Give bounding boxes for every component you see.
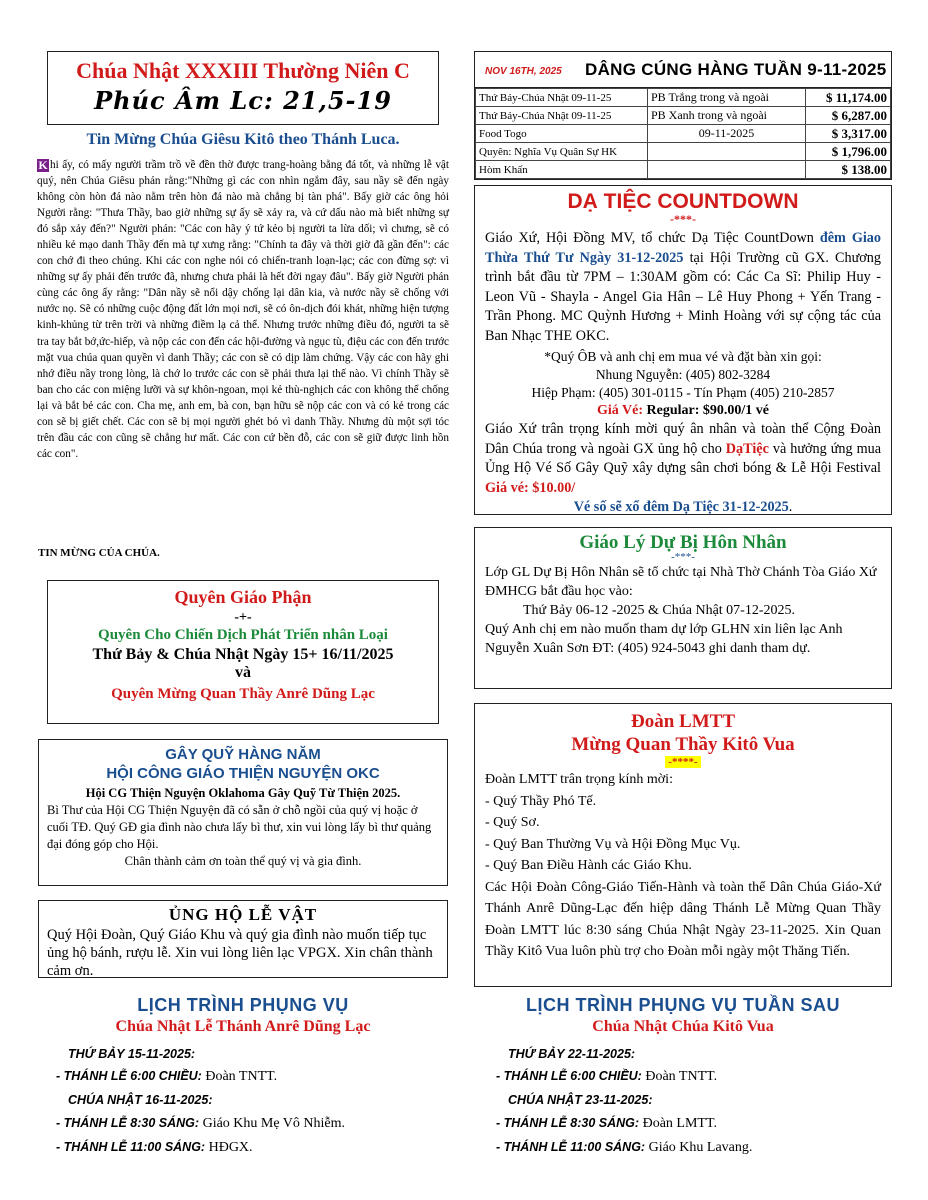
da-tiec-raffle	[485, 420, 881, 498]
mass-value: Giáo Khu Lavang.	[645, 1140, 753, 1155]
lmtt-box	[474, 703, 892, 987]
donation-source: Food Togo	[476, 125, 648, 143]
next-schedule-mass-1	[496, 1069, 717, 1085]
da-tiec-intro-a: Giáo Xứ, Hội Đồng MV, tổ chức Dạ Tiệc CountDown	[485, 230, 820, 246]
gospel-ending: TIN MỪNG CỦA CHÚA.	[38, 547, 160, 559]
quyen-giao-phan-separator: -+-	[234, 610, 252, 625]
lmtt-item: - Quý Ban Thường Vụ và Hội Đồng Mục Vụ.	[485, 836, 741, 852]
ung-ho-title: ỦNG HỘ LỄ VẬT	[168, 905, 318, 924]
quyen-giao-phan-feast: Quyên Mừng Quan Thầy Anrê Dũng Lạc	[111, 686, 375, 702]
next-schedule-mass-2	[496, 1116, 717, 1132]
donation-source: Thứ Bảy-Chúa Nhật 09-11-25	[476, 89, 648, 107]
donation-amount: $ 11,174.00	[806, 89, 891, 107]
donation-header	[475, 52, 891, 88]
dropcap-letter: K	[38, 158, 48, 172]
schedule-day-saturday: THỨ BẢY 15-11-2025:	[68, 1047, 196, 1061]
da-tiec-title: DẠ TIỆC COUNTDOWN	[567, 190, 799, 213]
da-tiec-raffle-draw	[485, 498, 881, 518]
donation-detail: PB Trắng trong và ngoài	[648, 89, 806, 107]
donation-title: DÂNG CÚNG HÀNG TUẦN 9-11-2025	[585, 60, 887, 79]
da-tiec-price	[485, 402, 881, 420]
lmtt-item: - Quý Thầy Phó Tế.	[485, 793, 597, 809]
gospel-text	[37, 157, 449, 462]
da-tiec-contact-1: Nhung Nguyễn: (405) 802-3284	[595, 367, 771, 382]
lmtt-paragraph: Các Hội Đoàn Công-Giáo Tiến-Hành và toàn thể Dân Chúa Giáo-Xứ Thánh Anrê Dũng-Lạc đến hiệp dâng Thánh Lễ Mừng Quan Thầy Đoàn LMTT lúc 8:30 sáng Chúa Nhật Ngày 23-11-2025. Xin Quan Thầy Kitô Vua luôn phù trợ cho Đoàn mỗi ngày một Thăng Tiến.	[485, 879, 881, 959]
donation-row	[476, 107, 891, 125]
donation-amount: $ 1,796.00	[806, 143, 891, 161]
quyen-giao-phan-and: và	[235, 664, 251, 681]
da-tiec-raffle-b: DạTiệc	[725, 440, 769, 457]
da-tiec-price-label: Giá Vé:	[597, 403, 647, 418]
schedule-mass-1	[56, 1069, 277, 1085]
da-tiec-raffle-c: và hưởng ứng mua Ủng Hộ Vé Số Gây Quỹ xây dựng sân chơi bóng & Lễ Hội Festival	[485, 440, 881, 476]
schedule-title: LỊCH TRÌNH PHỤNG VỤ	[137, 995, 349, 1015]
glhn-box	[474, 527, 892, 689]
da-tiec-intro-c: tại Hội Trường cũ GX. Chương trình bắt đầu từ 7PM – 1:30AM gồm có: Các Ca Sĩ: Philip Huy - Leon Vũ - Shayla - Angel Gia Hân – Lê Huy Phong + Yến Trang - Trần Phong. MC Quỳnh Hương + Minh Hoàng với sự cộng tác của Ban Nhạc THE OKC.	[485, 249, 881, 344]
donation-row	[476, 161, 891, 179]
quyen-giao-phan-title: Quyên Giáo Phận	[174, 587, 312, 607]
da-tiec-raffle-a: Giáo Xứ trân trọng kính mời quý ân nhân và toàn thể Cộng Đoàn Dân Chúa trong và ngoài GX ủng hộ cho	[485, 421, 881, 457]
next-schedule-mass-3	[496, 1140, 752, 1156]
glhn-dates: Thứ Bảy 06-12 -2025 & Chúa Nhật 07-12-2025.	[523, 603, 795, 618]
gay-quy-body: Bì Thư của Hội CG Thiện Nguyện đã có sẵn ở chỗ ngồi của quý vị hoặc ở cuối TĐ. Quý GĐ gia đình nào chưa lấy bì thư, xin vui lòng lấy bì thư quảng đại đóng góp cho Hội.	[47, 803, 432, 851]
da-tiec-stars: -***-	[670, 212, 696, 226]
mass-value: Đoàn LMTT.	[639, 1116, 717, 1131]
da-tiec-raffle-draw-date: Vé số sẽ xổ đêm Dạ Tiệc 31-12-2025	[573, 499, 789, 515]
schedule-mass-2	[56, 1116, 345, 1132]
gospel-title: Chúa Nhật XXXIII Thường Niên C	[76, 58, 410, 83]
schedule-subtitle: Chúa Nhật Lễ Thánh Anrê Dũng Lạc	[115, 1018, 371, 1035]
ung-ho-box	[38, 900, 448, 978]
da-tiec-contact-intro: *Quý ÔB và anh chị em mua vé và đặt bàn xin gọi:	[544, 349, 822, 364]
mass-value: Đoàn TNTT.	[641, 1069, 718, 1084]
next-schedule-title: LỊCH TRÌNH PHỤNG VỤ TUẦN SAU	[526, 995, 840, 1015]
mass-label: - THÁNH LỄ 11:00 SÁNG:	[496, 1140, 646, 1154]
lmtt-item: - Quý Ban Điều Hành các Giáo Khu.	[485, 858, 692, 873]
glhn-paragraph-1: Lớp GL Dự Bị Hôn Nhân sẽ tổ chức tại Nhà Thờ Chánh Tòa Giáo Xứ ĐMHCG bắt đầu học vào:	[485, 565, 877, 599]
lmtt-body	[485, 769, 881, 963]
next-schedule-day-sunday: CHÚA NHẬT 23-11-2025:	[508, 1093, 653, 1107]
donation-source: Quyên: Nghĩa Vụ Quân Sự HK	[476, 143, 648, 161]
gospel-subtitle: Tin Mừng Chúa Giêsu Kitô theo Thánh Luca.	[86, 131, 400, 148]
da-tiec-event-date: đêm Giao Thừa Thứ Tư Ngày 31-12-2025	[485, 230, 881, 266]
da-tiec-intro	[485, 229, 881, 346]
schedule-mass-3	[56, 1140, 253, 1156]
gay-quy-title: GÂY QUỸ HÀNG NĂM	[165, 746, 321, 763]
glhn-stars: -***-	[671, 551, 695, 563]
glhn-paragraph-2: Quý Anh chị em nào muốn tham dự lớp GLHN xin liên lạc Anh Nguyễn Xuân Sơn ĐT: (405) 924-5043 ghi danh tham dự.	[485, 622, 843, 656]
donation-detail: 09-11-2025	[648, 125, 806, 143]
donation-detail: PB Xanh trong và ngoài	[648, 107, 806, 125]
mass-label: - THÁNH LỄ 8:30 SÁNG:	[496, 1116, 640, 1130]
quyen-giao-phan-subtitle: Quyên Cho Chiến Dịch Phát Triển nhân Loại	[98, 627, 388, 643]
donation-amount: $ 3,317.00	[806, 125, 891, 143]
gay-quy-organization: HỘI CÔNG GIÁO THIỆN NGUYỆN OKC	[106, 765, 380, 782]
mass-value: Đoàn TNTT.	[201, 1069, 278, 1084]
donation-row	[476, 89, 891, 107]
mass-label: - THÁNH LỄ 6:00 CHIỀU:	[56, 1069, 202, 1083]
gospel-reference: Phúc Âm Lc: 21,5-19	[94, 86, 392, 115]
donation-row	[476, 143, 891, 161]
donation-amount: $ 6,287.00	[806, 107, 891, 125]
quyen-giao-phan-date: Thứ Bảy & Chúa Nhật Ngày 15+ 16/11/2025	[92, 646, 394, 663]
donation-detail	[648, 161, 806, 179]
ung-ho-body: Quý Hội Đoàn, Quý Giáo Khu và quý gia đình nào muốn tiếp tục ủng hộ bánh, rượu lễ. Xin vui lòng liên lạc VPGX. Xin chân thành cảm ơn.	[47, 927, 433, 979]
glhn-body	[485, 563, 881, 658]
donation-detail	[648, 143, 806, 161]
donation-box	[474, 51, 892, 180]
next-schedule-day-saturday: THỨ BẢY 22-11-2025:	[508, 1047, 636, 1061]
da-tiec-contact-2: Hiệp Phạm: (405) 301-0115 - Tín Phạm (405) 210-2857	[531, 385, 835, 400]
mass-label: - THÁNH LỄ 8:30 SÁNG:	[56, 1116, 200, 1130]
da-tiec-price-value: Regular: $90.00/1 vé	[646, 403, 769, 418]
donation-date: NOV 16TH, 2025	[485, 66, 562, 77]
da-tiec-raffle-price: Giá vé: $10.00/	[485, 479, 576, 496]
donation-amount: $ 138.00	[806, 161, 891, 179]
mass-label: - THÁNH LỄ 11:00 SÁNG:	[56, 1140, 206, 1154]
lmtt-stars: -****-	[665, 756, 701, 768]
lmtt-subtitle: Mừng Quan Thầy Kitô Vua	[571, 734, 795, 755]
gay-quy-box	[38, 739, 448, 886]
donation-source: Hòm Khấn	[476, 161, 648, 179]
donation-row	[476, 125, 891, 143]
lmtt-intro: Đoàn LMTT trân trọng kính mời:	[485, 772, 673, 787]
quyen-giao-phan-box	[47, 580, 439, 724]
donation-source: Thứ Bảy-Chúa Nhật 09-11-25	[476, 107, 648, 125]
gospel-body: hi ấy, có mấy người trầm trồ về đền thờ được trang-hoàng bằng đá tốt, và những lễ vật quý, nên Chúa Giêsu phán rằng:"Những gì các con nhìn ngắm đây, sau nầy sẽ đến ngày không còn hòn đá nào nằm trên hòn đá nào mà chẳng bị tàn phá". Bấy giờ các ông hỏi Người rằng: "Thưa Thầy, bao giờ những sự ấy sẽ xảy ra, và cứ dấu nào mà biết những sự đó sắp xảy đến?" Người phán: "Các con hãy ý tứ kẻo bị người ta lừa dối; vì chưng, sẽ có nhiều kẻ mạo danh Thầy đến mà tự xưng rằng: "Chính ta đây và thời giờ đã gần đến": các con chớ đi theo chúng. Khi các con nghe nói có chiến-tranh loạn-lạc; các con đừng sợ: vì những sự ấy phải đến trước đã, nhưng chưa phải là hết đời ngay đâu". Bấy giờ Người phán cùng các ông ấy rằng: "Dân nầy sẽ nổi dậy chống lại dân kia, và nước nầy sẽ chống với nước nọ. Sẽ có những cuộc động đất lớn mọi nơi, sẽ có ôn-dịch đói khát, những hiện tượng kinh-khủng từ trên trời và những điềm lạ cả thể. Nhưng trước những điều đó, người ta sẽ tra tay bắt bớ,ức-hiếp, và nộp các con đến các hội-đường và ngục tù, điệu các con đến trước mặt vua chúa quan quyền vì danh Thầy; các con sẽ có dịp làm chứng. Vậy các con hãy ghi nhớ điều nầy trong lòng, là chớ lo trước các con sẽ phải thưa lại thế nào. Vì chính Thầy sẽ ban cho các con miệng lưỡi và sự khôn-ngoan, mọi kẻ thù-nghịch các con không thể chống lại và bắt bẻ các con. Cha mẹ, anh em, bà con, bạn hữu sẽ nộp các con và có kẻ trong các con sẽ bị giết chết. Các con sẽ bị mọi người ghét bỏ vì danh Thầy. Nhưng dù một sợi tóc trên đầu các con cũng sẽ chẳng hư mất. Các con cứ bền đỗ, các con sẽ giữ được linh hồn các con".	[37, 159, 449, 460]
da-tiec-box	[474, 185, 892, 515]
mass-value: HĐGX.	[205, 1140, 253, 1155]
schedule-day-sunday: CHÚA NHẬT 16-11-2025:	[68, 1093, 213, 1107]
gospel-header-box	[47, 51, 439, 125]
donation-table	[475, 88, 891, 179]
da-tiec-raffle-period: .	[788, 499, 793, 515]
mass-value: Giáo Khu Mẹ Vô Nhiễm.	[199, 1116, 346, 1131]
glhn-title: Giáo Lý Dự Bị Hôn Nhân	[579, 532, 787, 553]
gay-quy-headline: Hội CG Thiện Nguyện Oklahoma Gây Quỹ Từ Thiện 2025.	[85, 786, 401, 800]
lmtt-title: Đoàn LMTT	[631, 711, 735, 732]
gay-quy-thanks: Chân thành cảm ơn toàn thể quý vị và gia đình.	[124, 854, 362, 868]
next-schedule-subtitle: Chúa Nhật Chúa Kitô Vua	[592, 1018, 774, 1035]
lmtt-item: - Quý Sơ.	[485, 815, 540, 830]
mass-label: - THÁNH LỄ 6:00 CHIỀU:	[496, 1069, 642, 1083]
